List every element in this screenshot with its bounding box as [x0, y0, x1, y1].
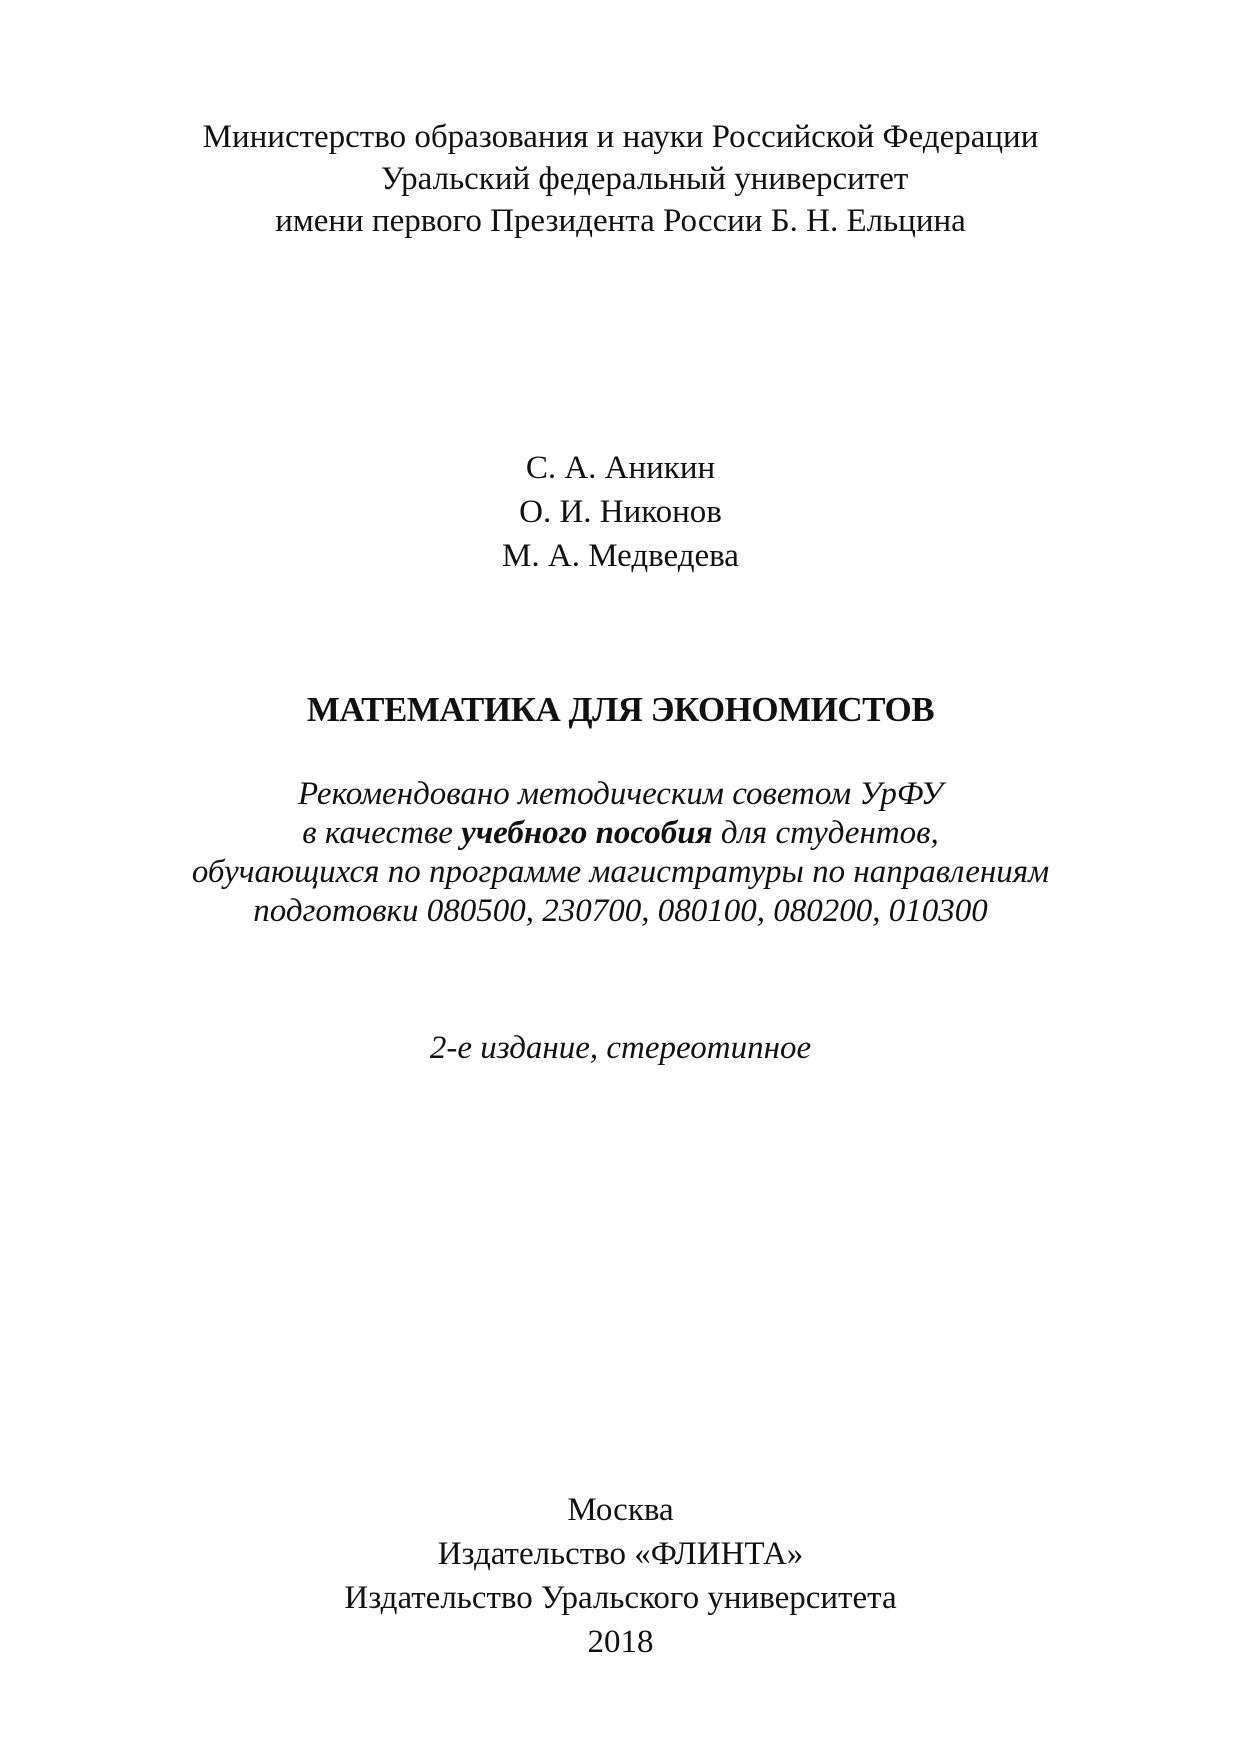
author-name: О. И. Никонов	[519, 494, 722, 530]
imprint-year: 2018	[587, 1624, 654, 1660]
author-name: М. А. Медведева	[502, 538, 739, 574]
imprint-publisher: Издательство «ФЛИНТА»	[437, 1536, 804, 1572]
recommendation-text: в качестве	[302, 815, 462, 851]
named-after-line: имени первого Президента России Б. Н. Ельцина	[275, 203, 966, 239]
recommendation-line	[0, 814, 1241, 853]
book-title: МАТЕМАТИКА ДЛЯ ЭКОНОМИСТОВ	[306, 690, 935, 729]
edition-note: 2-е издание, стереотипное	[429, 1030, 812, 1066]
ministry-line: Министерство образования и науки Российской Федерации	[202, 119, 1039, 155]
recommendation-note	[0, 775, 1241, 931]
imprint	[0, 1488, 1241, 1664]
recommendation-text: для студентов,	[712, 815, 939, 851]
recommendation-line: подготовки 080500, 230700, 080100, 080200, 010300	[253, 893, 988, 929]
author-name: С. А. Аникин	[525, 450, 716, 486]
imprint-publisher: Издательство Уральского университета	[344, 1580, 897, 1616]
authors-list	[0, 446, 1241, 578]
recommendation-line: обучающихся по программе магистратуры по направлениям	[191, 854, 1050, 890]
recommendation-emphasis: учебного пособия	[461, 815, 713, 851]
institution-header	[0, 116, 1241, 242]
university-line: Уральский федеральный университет	[380, 161, 909, 197]
recommendation-line: Рекомендовано методическим советом УрФУ	[297, 776, 944, 812]
imprint-city: Москва	[567, 1492, 674, 1528]
